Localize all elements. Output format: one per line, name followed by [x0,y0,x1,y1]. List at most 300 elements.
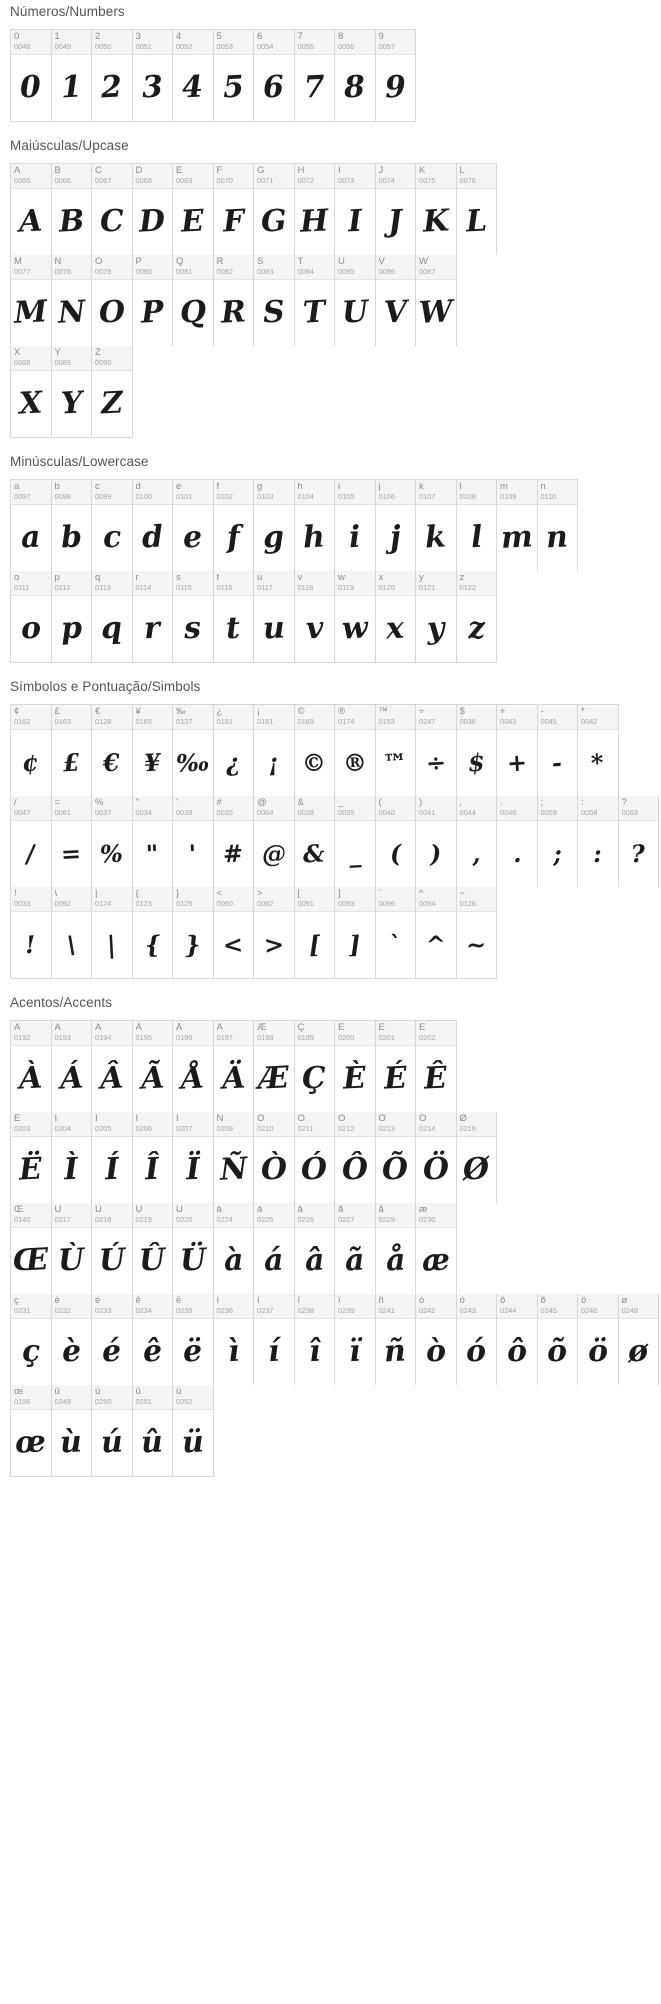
glyph-code-label: 0232 [54,1306,71,1315]
glyph-preview [335,505,375,571]
glyph-cell[interactable] [92,30,133,121]
glyph-code-label: 0191 [216,717,233,726]
glyph-cell[interactable] [133,480,174,571]
glyph-cell[interactable] [335,1112,376,1203]
glyph-cell[interactable] [376,796,417,887]
glyph-preview [52,1137,92,1203]
glyph-render: à [222,1242,244,1279]
glyph-cell[interactable] [52,1021,93,1112]
glyph-cell[interactable] [335,887,376,978]
glyph-cell-header [173,1112,213,1137]
glyph-render: f [225,519,241,556]
glyph-render: E [180,203,206,240]
glyph-cell[interactable] [254,1021,295,1112]
glyph-cell[interactable] [335,1203,376,1294]
glyph-code-label: 0153 [378,717,395,726]
glyph-char-label: a [14,482,20,492]
glyph-cell[interactable] [497,1294,538,1385]
glyph-cell[interactable] [92,1112,133,1203]
glyph-cell[interactable] [52,1385,93,1476]
glyph-render: è [60,1333,82,1370]
glyph-preview [538,821,578,887]
glyph-cell[interactable] [173,887,214,978]
glyph-code-label: 0200 [338,1033,355,1042]
glyph-preview [457,912,497,978]
glyph-cell[interactable] [52,30,93,121]
glyph-cell[interactable] [92,1294,133,1385]
glyph-cell-header [214,164,254,189]
glyph-cell[interactable] [52,480,93,571]
glyph-char-label: ( [378,798,382,808]
glyph-preview [376,1319,416,1385]
glyph-cell[interactable] [173,1294,214,1385]
glyph-cell[interactable] [416,255,457,346]
glyph-cell[interactable] [52,164,93,255]
glyph-cell[interactable] [376,30,417,121]
glyph-cell[interactable] [416,164,457,255]
glyph-render: c [101,519,122,556]
glyph-char-label: 4 [176,32,182,42]
glyph-render: ¡ [267,747,280,778]
glyph-cell[interactable] [295,30,336,121]
glyph-cell[interactable] [578,1294,619,1385]
glyph-preview [92,505,132,571]
glyph-cell[interactable] [214,255,255,346]
glyph-cell[interactable] [295,796,336,887]
glyph-cell[interactable] [254,705,295,796]
glyph-cell[interactable] [214,164,255,255]
glyph-cell[interactable] [376,255,417,346]
glyph-cell[interactable] [254,1203,295,1294]
glyph-cell[interactable] [92,346,133,437]
glyph-cell[interactable] [11,571,52,662]
glyph-code-label: 0202 [419,1033,436,1042]
glyph-preview [92,596,132,662]
glyph-char-label: # [216,798,222,808]
glyph-cell[interactable] [214,887,255,978]
glyph-cell[interactable] [133,571,174,662]
glyph-cell-header [52,1021,92,1046]
glyph-cell[interactable] [92,480,133,571]
glyph-cell[interactable] [92,1203,133,1294]
glyph-code-label: 0227 [338,1215,355,1224]
glyph-cell-header [416,1294,456,1319]
glyph-cell[interactable] [416,887,457,978]
glyph-preview [214,55,254,121]
glyph-cell[interactable] [578,705,619,796]
glyph-cell[interactable] [416,796,457,887]
glyph-code-label: 0098 [54,492,71,501]
glyph-cell[interactable] [92,255,133,346]
glyph-cell[interactable] [214,1203,255,1294]
glyph-cell[interactable] [52,346,93,437]
glyph-cell[interactable] [173,30,214,121]
glyph-cell[interactable] [52,1294,93,1385]
glyph-preview [11,730,51,796]
glyph-cell[interactable] [416,705,457,796]
glyph-cell[interactable] [52,705,93,796]
glyph-cell[interactable] [335,480,376,571]
glyph-cell[interactable] [11,705,52,796]
glyph-cell[interactable] [52,796,93,887]
glyph-cell[interactable] [335,1021,376,1112]
glyph-cell[interactable] [335,571,376,662]
glyph-cell[interactable] [335,796,376,887]
glyph-cell[interactable] [335,30,376,121]
glyph-preview [11,1137,51,1203]
glyph-cell[interactable] [295,255,336,346]
glyph-cell[interactable] [254,480,295,571]
glyph-cell[interactable] [416,571,457,662]
glyph-char-label: D [135,166,143,176]
glyph-code-label: 0226 [297,1215,314,1224]
glyph-char-label: á [257,1205,263,1215]
glyph-cell[interactable] [376,705,417,796]
glyph-cell[interactable] [619,796,660,887]
glyph-char-label: ? [621,798,627,808]
glyph-cell[interactable] [173,255,214,346]
glyph-cell[interactable] [376,1112,417,1203]
glyph-cell[interactable] [416,480,457,571]
glyph-preview [133,55,173,121]
glyph-char-label: i [338,482,341,492]
glyph-cell-header [52,1294,92,1319]
glyph-cell[interactable] [133,1203,174,1294]
glyph-cell[interactable] [214,705,255,796]
glyph-char-label: J [378,166,384,176]
glyph-cell[interactable] [173,1112,214,1203]
glyph-char-label: 3 [135,32,141,42]
glyph-cell[interactable] [214,571,255,662]
glyph-preview [538,730,578,796]
glyph-cell[interactable] [254,255,295,346]
glyph-cell-header [335,255,375,280]
glyph-preview [214,1137,254,1203]
glyph-render: € [102,747,121,778]
glyph-cell[interactable] [92,796,133,887]
glyph-cell-header [92,1021,132,1046]
glyph-cell[interactable] [376,1203,417,1294]
glyph-preview [295,730,335,796]
glyph-cell[interactable] [376,1021,417,1112]
glyph-cell[interactable] [11,887,52,978]
glyph-cell[interactable] [92,164,133,255]
glyph-cell[interactable] [619,1294,660,1385]
glyph-cell[interactable] [11,1112,52,1203]
glyph-cell[interactable] [457,480,498,571]
glyph-code-label: 0052 [176,42,193,51]
glyph-render: - [551,747,563,778]
glyph-render: Ê [423,1060,449,1097]
glyph-char-label: £ [54,707,60,717]
glyph-preview [295,1137,335,1203]
glyph-cell[interactable] [173,1385,214,1476]
glyph-cell[interactable] [133,164,174,255]
glyph-preview [214,1228,254,1294]
glyph-row [10,1385,214,1477]
glyph-char-label: m [500,482,508,492]
glyph-cell-header [214,887,254,912]
glyph-cell-header [11,1203,51,1228]
glyph-cell-header [335,480,375,505]
glyph-code-label: 0115 [176,583,192,592]
glyph-cell-header [376,1203,416,1228]
glyph-code-label: 0074 [378,176,395,185]
glyph-cell[interactable] [416,1021,457,1112]
glyph-cell[interactable] [11,255,52,346]
glyph-cell-header [376,796,416,821]
glyph-cell[interactable] [457,1112,498,1203]
glyph-cell[interactable] [11,164,52,255]
glyph-cell[interactable] [173,164,214,255]
glyph-cell[interactable] [173,571,214,662]
glyph-code-label: 0035 [216,808,233,817]
glyph-cell[interactable] [173,705,214,796]
glyph-cell[interactable] [214,796,255,887]
glyph-cell[interactable] [133,1112,174,1203]
glyph-render: O [97,294,126,331]
glyph-cell-header [578,1294,618,1319]
glyph-char-label: & [297,798,304,808]
glyph-cell[interactable] [173,1021,214,1112]
glyph-cell[interactable] [11,1294,52,1385]
glyph-render: 1 [59,69,83,106]
glyph-char-label: 0 [14,32,20,42]
glyph-render: ê [141,1333,163,1370]
glyph-cell[interactable] [497,705,538,796]
glyph-cell-header [173,796,213,821]
glyph-cell[interactable] [52,255,93,346]
glyph-code-label: 0089 [54,358,71,367]
glyph-preview [52,1228,92,1294]
glyph-code-label: 0119 [338,583,354,592]
glyph-cell-header [214,480,254,505]
glyph-cell-header [92,1112,132,1137]
glyph-code-label: 0093 [338,899,355,908]
glyph-cell[interactable] [52,1203,93,1294]
glyph-code-label: 0224 [216,1215,233,1224]
glyph-cell[interactable] [254,1294,295,1385]
glyph-cell[interactable] [214,1112,255,1203]
glyph-char-label: Œ [14,1205,24,1215]
glyph-cell[interactable] [497,796,538,887]
glyph-cell-header [416,480,456,505]
glyph-code-label: 0199 [297,1033,314,1042]
glyph-char-label: B [54,166,61,176]
glyph-preview [416,821,456,887]
glyph-cell-header [92,571,132,596]
glyph-render: N [56,294,86,331]
glyph-code-label: 0077 [14,267,31,276]
glyph-cell-header [133,480,173,505]
glyph-cell-header [376,705,416,730]
glyph-cell[interactable] [133,30,174,121]
glyph-cell[interactable] [254,30,295,121]
glyph-cell[interactable] [254,796,295,887]
glyph-cell[interactable] [11,30,52,121]
glyph-cell[interactable] [457,571,498,662]
glyph-cell[interactable] [173,796,214,887]
glyph-char-label: < [216,889,223,899]
glyph-cell[interactable] [52,571,93,662]
glyph-cell[interactable] [376,887,417,978]
glyph-preview [11,505,51,571]
glyph-char-label: ÷ [419,707,425,717]
glyph-cell[interactable] [416,1112,457,1203]
glyph-char-label: Î [135,1114,139,1124]
glyph-cell[interactable] [92,571,133,662]
glyph-char-label: x [378,573,384,583]
glyph-render: á [263,1242,285,1279]
glyph-char-label: Ô [338,1114,346,1124]
glyph-render: ^ [424,929,447,960]
glyph-render: Z [99,385,124,422]
glyph-preview [254,1046,294,1112]
glyph-cell[interactable] [133,796,174,887]
glyph-cell[interactable] [538,796,579,887]
glyph-cell[interactable] [52,887,93,978]
glyph-cell[interactable] [11,1203,52,1294]
glyph-cell-header [335,796,375,821]
glyph-preview [416,1137,456,1203]
glyph-cell[interactable] [295,705,336,796]
glyph-code-label: 0239 [338,1306,355,1315]
glyph-cell-header [173,1294,213,1319]
glyph-cell[interactable] [457,164,498,255]
glyph-cell[interactable] [335,1294,376,1385]
glyph-cell-header [335,571,375,596]
glyph-cell-header [92,1385,132,1410]
glyph-cell[interactable] [11,796,52,887]
glyph-cell[interactable] [173,480,214,571]
glyph-cell[interactable] [214,1294,255,1385]
glyph-cell[interactable] [92,1385,133,1476]
glyph-code-label: 0070 [216,176,233,185]
glyph-row [10,163,497,255]
glyph-cell-header [335,705,375,730]
glyph-preview [133,1319,173,1385]
glyph-render: 2 [100,69,124,106]
glyph-char-label: È [338,1023,345,1033]
glyph-cell[interactable] [173,1203,214,1294]
glyph-code-label: 0068 [135,176,152,185]
glyph-code-label: 0118 [297,583,314,592]
glyph-cell[interactable] [416,1203,457,1294]
glyph-cell[interactable] [295,1021,336,1112]
glyph-cell[interactable] [416,1294,457,1385]
glyph-cell[interactable] [92,705,133,796]
glyph-render: Ä [220,1060,246,1097]
glyph-cell-header [11,1294,51,1319]
glyph-render: Í [103,1151,120,1188]
glyph-row [10,1020,457,1112]
glyph-code-label: 0061 [54,808,71,817]
glyph-render: Q [178,294,207,331]
glyph-cell[interactable] [254,887,295,978]
glyph-cell[interactable] [254,571,295,662]
glyph-cell[interactable] [92,887,133,978]
glyph-cell[interactable] [335,164,376,255]
glyph-cell[interactable] [295,1294,336,1385]
glyph-cell[interactable] [538,705,579,796]
glyph-cell[interactable] [133,1294,174,1385]
glyph-cell[interactable] [295,164,336,255]
glyph-char-label: H [297,166,305,176]
glyph-code-label: 0049 [54,42,71,51]
glyph-render: D [138,203,167,240]
glyph-cell[interactable] [457,1294,498,1385]
glyph-render: _ [347,838,362,869]
glyph-cell-header [52,1385,92,1410]
glyph-preview [254,1137,294,1203]
glyph-cell[interactable] [295,887,336,978]
glyph-cell[interactable] [133,1021,174,1112]
glyph-render: ÷ [424,747,447,778]
glyph-cell-header [376,30,416,55]
glyph-char-label: 2 [95,32,101,42]
glyph-code-label: 0096 [378,899,395,908]
glyph-cell[interactable] [214,30,255,121]
glyph-cell[interactable] [11,1021,52,1112]
glyph-cell[interactable] [376,1294,417,1385]
glyph-char-label: Ë [14,1114,21,1124]
glyph-char-label: j [378,482,381,492]
glyph-cell[interactable] [133,887,174,978]
glyph-cell[interactable] [11,346,52,437]
glyph-render: © [301,747,327,778]
glyph-cell[interactable] [295,480,336,571]
glyph-cell[interactable] [214,480,255,571]
glyph-char-label: w [338,573,345,583]
glyph-cell[interactable] [376,571,417,662]
glyph-preview [416,730,456,796]
glyph-cell[interactable] [497,480,538,571]
glyph-char-label: ë [176,1296,182,1306]
glyph-cell[interactable] [11,1385,52,1476]
glyph-cell[interactable] [214,1021,255,1112]
glyph-preview [133,912,173,978]
glyph-cell[interactable] [254,164,295,255]
glyph-cell[interactable] [92,1021,133,1112]
glyph-cell[interactable] [295,571,336,662]
glyph-cell[interactable] [295,1203,336,1294]
glyph-cell[interactable] [538,480,579,571]
glyph-cell[interactable] [52,1112,93,1203]
glyph-cell[interactable] [295,1112,336,1203]
glyph-code-label: 0235 [176,1306,193,1315]
glyph-cell[interactable] [133,255,174,346]
glyph-cell[interactable] [578,796,619,887]
glyph-cell[interactable] [538,1294,579,1385]
glyph-cell[interactable] [457,887,498,978]
glyph-cell[interactable] [335,255,376,346]
glyph-cell[interactable] [133,1385,174,1476]
glyph-code-label: 0174 [338,717,355,726]
glyph-cell[interactable] [335,705,376,796]
glyph-cell[interactable] [254,1112,295,1203]
glyph-cell[interactable] [376,480,417,571]
glyph-char-label: Í [95,1114,98,1124]
glyph-cell[interactable] [457,705,498,796]
glyph-cell[interactable] [376,164,417,255]
glyph-char-label: ' [176,798,178,808]
glyph-code-label: 0079 [95,267,112,276]
glyph-render: : [592,838,603,869]
glyph-cell-header [173,1021,213,1046]
glyph-cell[interactable] [133,705,174,796]
glyph-cell[interactable] [457,796,498,887]
glyph-cell[interactable] [11,480,52,571]
